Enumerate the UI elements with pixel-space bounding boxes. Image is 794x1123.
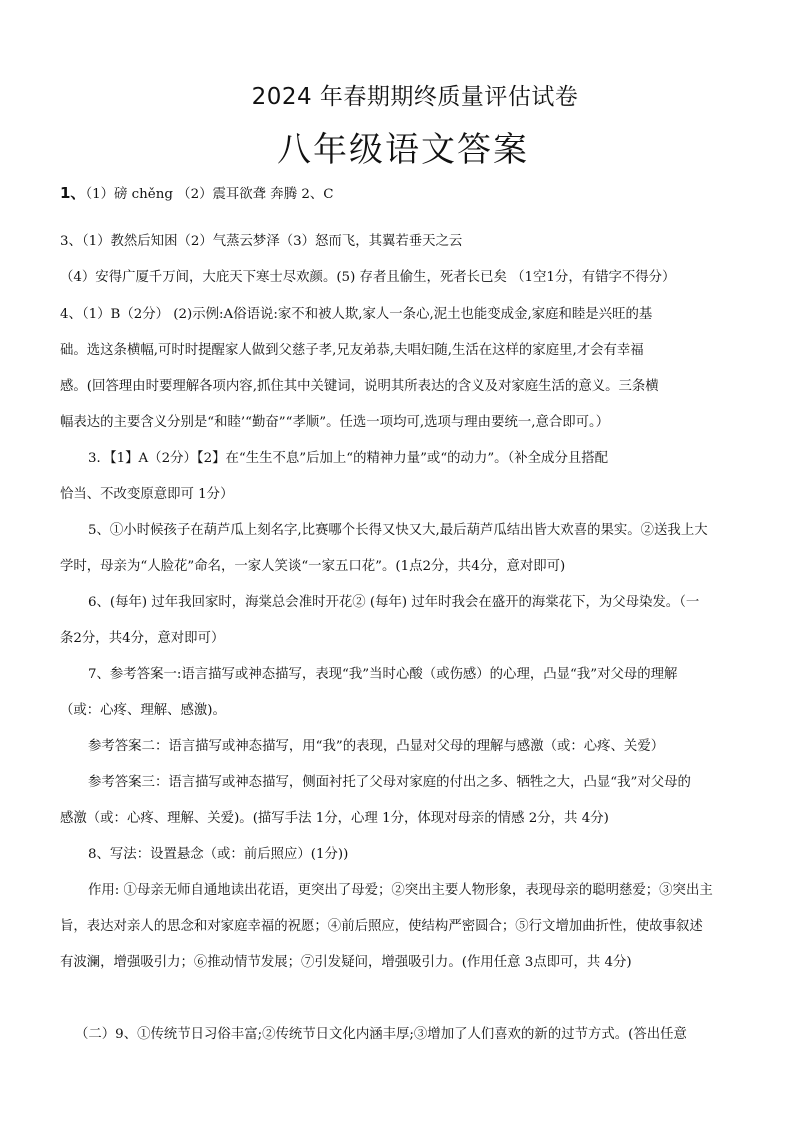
answer-q3b-line1: 3．【1】A（2分）【2】在“生生不息”后加上“的精神力量”或“的动力”。（补全成分且搭配 (88, 451, 609, 466)
answer-text: （1）磅 chěng （2）震耳欲聋 奔腾 2、C (85, 187, 334, 202)
answer-q3b-line2: 恰当、不改变原意即可 1分） (60, 487, 234, 502)
answer-q8-line1: 8、写法：设置悬念（或：前后照应）(1分)) (88, 847, 349, 862)
answer-q4-line2: 础。选这条横幅,可时时提醒家人做到父慈子孝,兄友弟恭,夫唱妇随,生活在这样的家庭里,才会有幸福 (60, 343, 644, 358)
answer-q7-line3: 参考答案二：语言描写或神态描写，用“我”的表现，凸显对父母的理解与感激（或：心疼、关爱） (88, 739, 665, 754)
answer-q6-line2: 条2分，共4分，意对即可） (60, 631, 225, 646)
answer-q8-line2: 作用: ①母亲无师自通地读出花语，更突出了母爱；②突出主要人物形象，表现母亲的聪明慈爱；③突出主 (88, 883, 713, 898)
answer-q8-line4: 有波澜，增强吸引力；⑥推动情节发展；⑦引发疑问，增强吸引力。(作用任意 3点即可，共 4分) (60, 955, 632, 970)
answer-q3-line1: 3、（1）教然后知困（2）气蒸云梦泽（3）怒而飞，其翼若垂天之云 (60, 234, 463, 249)
exam-title: 2024 年春期期终质量评估试卷 (251, 84, 579, 110)
answer-q3-line2: （4）安得广厦千万间，大庇天下寒士尽欢颜。(5) 存者且偷生，死者长已矣 （1空1分，有错字不得分） (60, 270, 676, 285)
answer-q4-line3: 感。(回答理由时要理解各项内容,抓住其中关键词，说明其所表达的含义及对家庭生活的意义。三条横 (60, 379, 659, 394)
answer-q5-line2: 学时，母亲为“人脸花”命名，一家人笑谈“一家五口花”。(1点2分，共4分，意对即可) (60, 559, 566, 574)
answer-q7-line1: 7、参考答案一:语言描写或神态描写，表现“我”当时心酸（或伤感）的心理，凸显“我”对父母的理解 (88, 667, 678, 682)
question-number: 1、 (60, 184, 86, 202)
answer-q8-line3: 旨，表达对亲人的思念和对家庭幸福的祝愿；④前后照应，使结构严密圆合；⑤行文增加曲折性，使故事叙述 (60, 919, 703, 934)
answer-q9-line1: （二）9、①传统节日习俗丰富;②传统节日文化内涵丰厚;③增加了人们喜欢的新的过节方式。(答出任意 (75, 1027, 687, 1042)
answer-q6-line1: 6、(每年) 过年我回家时，海棠总会准时开花② (每年) 过年时我会在盛开的海棠花下，为父母染发。（一 (88, 595, 700, 610)
answer-q7-line2: （或：心疼、理解、感激)。 (60, 703, 226, 718)
answer-title: 八年级语文答案 (277, 130, 529, 170)
answer-q7-line5: 感激（或：心疼、理解、关爱)。(描写手法 1分，心理 1分，体现对母亲的情感 2分，共 4分) (60, 811, 609, 826)
answer-q7-line4: 参考答案三：语言描写或神态描写，侧面衬托了父母对家庭的付出之多、牺牲之大，凸显“我”对父母的 (88, 775, 691, 790)
answer-q4-line4: 幅表达的主要含义分别是“和睦’“勤奋”“孝顺”。任选一项均可,选项与理由要统一,意合即可。） (60, 415, 610, 430)
answer-q1 (60, 183, 740, 205)
answer-q4-line1: 4、（1）B（2分） (2)示例:A俗语说:家不和被人欺,家人一条心,泥土也能变成金,家庭和睦是兴旺的基 (60, 307, 653, 322)
answer-q5-line1: 5、①小时候孩子在葫芦瓜上刻名字,比赛哪个长得又快又大,最后葫芦瓜结出皆大欢喜的果实。②送我上大 (88, 523, 708, 538)
